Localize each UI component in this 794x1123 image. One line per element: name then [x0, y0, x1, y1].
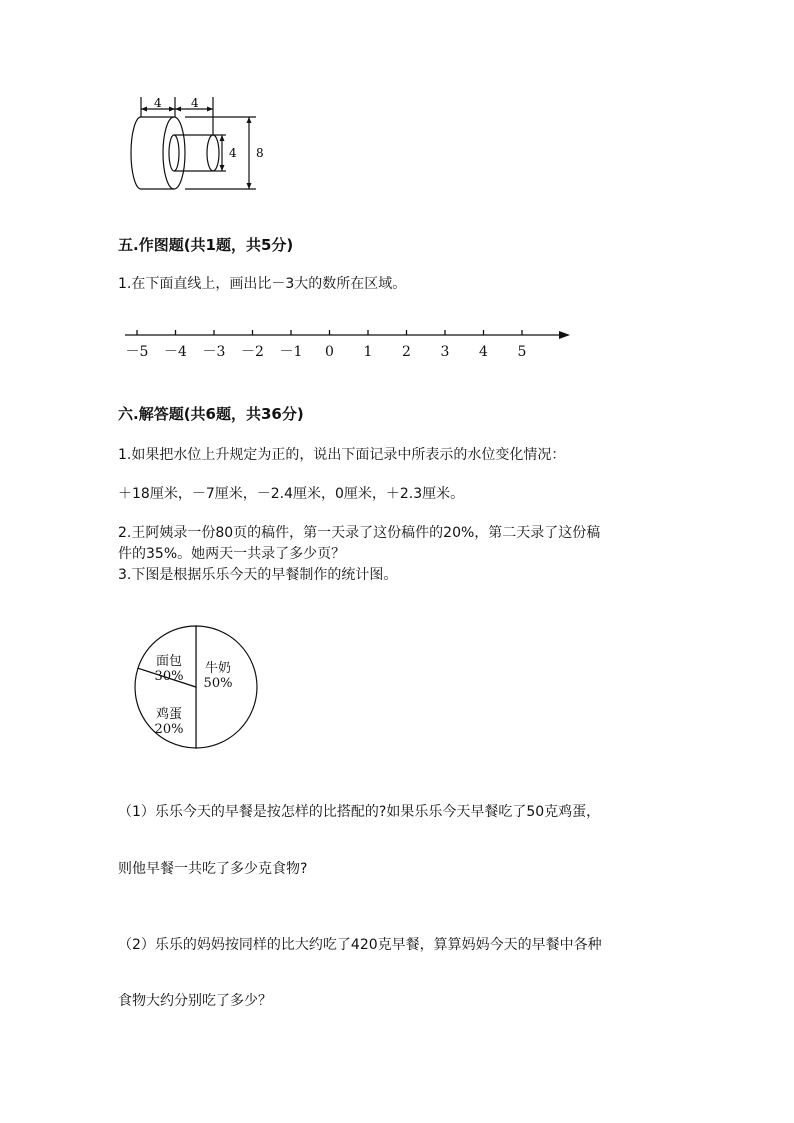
- section6-question-3: 3.下图是根据乐乐今天的早餐制作的统计图。: [118, 567, 398, 583]
- number-line-label: 2: [402, 344, 411, 360]
- number-line-arrow: [559, 331, 570, 339]
- inner-cylinder-base: [169, 135, 179, 171]
- section6-heading: 六.解答题(共6题，共36分): [118, 405, 304, 423]
- number-line[interactable]: [115, 322, 575, 366]
- sub-question-1-line2: 则他早餐一共吃了多少克食物?: [118, 861, 308, 877]
- number-line-label: －2: [241, 344, 264, 360]
- number-line-label: 5: [517, 344, 527, 360]
- cylinder-figure: [118, 95, 278, 200]
- section6-question-2-line2: 件的35%。她两天一共录了多少页？: [118, 546, 346, 562]
- inner-cylinder-end: [207, 135, 219, 171]
- section6-question-2-line1: 2.王阿姨录一份80页的稿件，第一天录了这份稿件的20%，第二天录了这份稿: [118, 525, 601, 541]
- number-line-label: －3: [202, 344, 226, 360]
- sub-question-1-line1: （1）乐乐今天的早餐是按怎样的比搭配的?如果乐乐今天早餐吃了50克鸡蛋，: [118, 804, 601, 820]
- dim-outer-height-label: 8: [256, 146, 264, 160]
- number-line-label: 1: [363, 344, 373, 360]
- sub-question-2-line2: 食物大约分别吃了多少？: [118, 993, 272, 1009]
- outer-cylinder-left-arc: [131, 117, 141, 189]
- number-line-label: －1: [279, 344, 303, 360]
- pie-value-label: 20%: [154, 722, 184, 737]
- number-line-label: －5: [125, 344, 149, 360]
- outer-cylinder-face: [163, 117, 185, 189]
- number-line-label: 4: [479, 344, 488, 360]
- pie-category-label: 鸡蛋: [155, 707, 183, 722]
- section6-question-1: 1.如果把水位上升规定为正的，说出下面记录中所表示的水位变化情况：: [118, 447, 566, 463]
- section6-question-1-values: ＋18厘米，－7厘米，－2.4厘米，0厘米，＋2.3厘米。: [118, 486, 465, 502]
- number-line-label: 0: [325, 344, 334, 360]
- section5-heading: 五.作图题(共1题，共5分): [118, 236, 294, 254]
- pie-category-label: 牛奶: [204, 661, 232, 676]
- sub-question-2-line1: （2）乐乐的妈妈按同样的比大约吃了420克早餐，算算妈妈今天的早餐中各种: [118, 937, 602, 953]
- dim-right-width-label: 4: [191, 96, 199, 110]
- dim-left-width-label: 4: [154, 96, 162, 110]
- pie-category-label: 面包: [155, 654, 183, 669]
- pie-value-label: 50%: [203, 676, 233, 691]
- number-line-label: －4: [164, 344, 187, 360]
- section5-question-1: 1.在下面直线上，画出比－3大的数所在区域。: [118, 276, 407, 292]
- dim-inner-height-label: 4: [229, 146, 237, 160]
- number-line-label: 3: [440, 344, 450, 360]
- breakfast-pie-chart: [124, 620, 270, 758]
- pie-value-label: 30%: [154, 669, 184, 684]
